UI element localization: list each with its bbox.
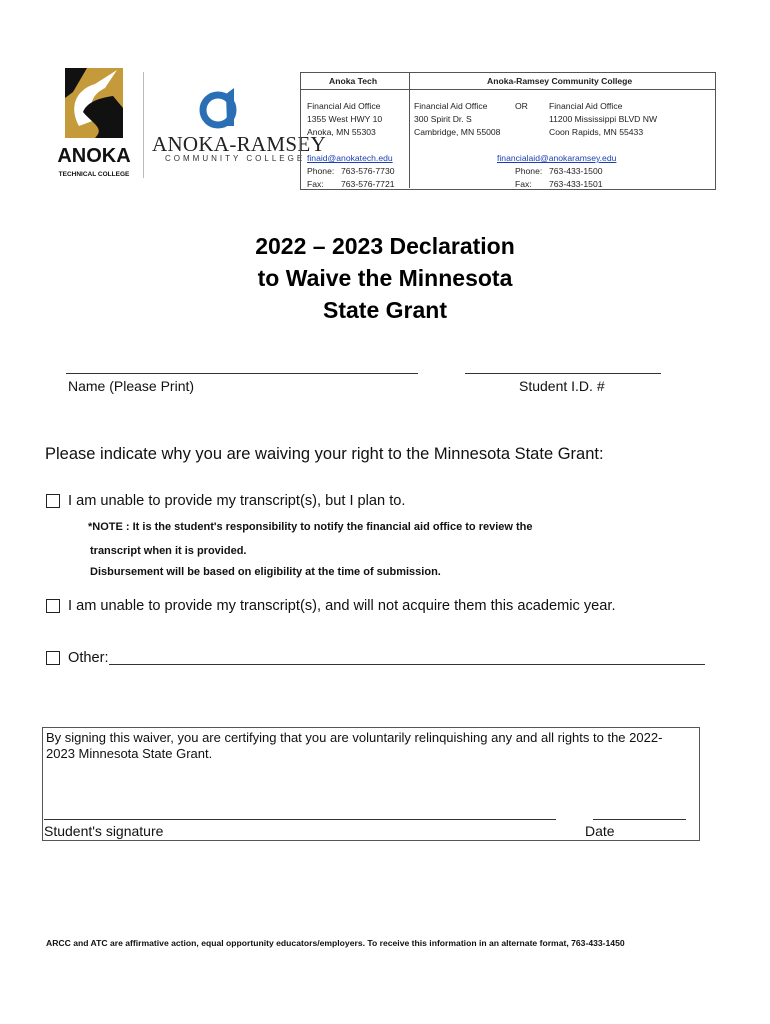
- logo-divider: [143, 72, 144, 178]
- arcc-office-coon-rapids: Financial Aid Office: [549, 101, 623, 111]
- footer-notice: ARCC and ATC are affirmative action, equal opportunity educators/employers. To receive this information in an alternate format, 763-433-1450: [46, 938, 625, 948]
- option-will-not-acquire-label: I am unable to provide my transcript(s), and will not acquire them this academic year.: [68, 598, 616, 614]
- option-will-not-acquire-checkbox[interactable]: [46, 599, 60, 613]
- arcc-phone: 763-433-1500: [549, 166, 603, 176]
- arcc-fax: 763-433-1501: [549, 179, 603, 189]
- arcc-street-cambridge: 300 Spirit Dr. S: [414, 114, 472, 124]
- anoka-technical-college-logo: [57, 68, 131, 180]
- signature-label: Student's signature: [44, 823, 164, 839]
- student-id-input-line[interactable]: [465, 373, 661, 374]
- name-label: Name (Please Print): [68, 378, 195, 394]
- title-line-3: State Grant: [323, 297, 447, 323]
- option-plan-to-provide-checkbox[interactable]: [46, 494, 60, 508]
- arcc-phone-label: Phone:: [515, 166, 543, 176]
- tech-fax: 763-576-7721: [341, 179, 395, 189]
- tech-street: 1355 West HWY 10: [307, 114, 383, 124]
- arcc-street-coon-rapids: 11200 Mississippi BLVD NW: [549, 114, 658, 124]
- tech-phone-label: Phone:: [307, 166, 335, 176]
- anoka-logo-sub: TECHNICAL COLLEGE: [58, 171, 130, 178]
- student-id-label: Student I.D. #: [519, 378, 605, 394]
- title-line-2: to Waive the Minnesota: [257, 265, 513, 291]
- tech-phone: 763-576-7730: [341, 166, 395, 176]
- title-line-1: 2022 – 2023 Declaration: [255, 233, 515, 259]
- contact-column-divider: [409, 73, 410, 188]
- arcc-header: Anoka-Ramsey Community College: [487, 76, 633, 86]
- document-title: [0, 230, 770, 326]
- note-line-1: *NOTE : It is the student's responsibility to notify the financial aid office to review the: [88, 521, 533, 533]
- anoka-ramsey-logo-name: ANOKA-RAMSEY: [152, 132, 326, 156]
- note-line-2: transcript when it is provided.: [90, 545, 247, 557]
- option-other-checkbox[interactable]: [46, 651, 60, 665]
- option-plan-to-provide-label: I am unable to provide my transcript(s), but I plan to.: [68, 493, 406, 509]
- note-line-3: Disbursement will be based on eligibility at the time of submission.: [90, 566, 441, 578]
- anoka-ramsey-logo-mark: [196, 86, 240, 130]
- tech-header: Anoka Tech: [329, 76, 378, 86]
- signature-certification-text: By signing this waiver, you are certifying that you are voluntarily relinquishing any and all rights to the 2022-2023 Minnesota State Grant.: [46, 730, 663, 761]
- name-input-line[interactable]: [66, 373, 418, 374]
- tech-fax-label: Fax:: [307, 179, 324, 189]
- arcc-or: OR: [515, 101, 528, 111]
- option-other-label: Other:: [68, 650, 109, 666]
- arcc-office-cambridge: Financial Aid Office: [414, 101, 488, 111]
- other-reason-input-line[interactable]: [109, 664, 705, 665]
- tech-office: Financial Aid Office: [307, 101, 381, 111]
- date-label: Date: [585, 823, 615, 839]
- waiver-reason-prompt: Please indicate why you are waiving your right to the Minnesota State Grant:: [45, 445, 604, 463]
- tech-email-link[interactable]: finaid@anokatech.edu: [307, 153, 393, 163]
- arcc-fax-label: Fax:: [515, 179, 532, 189]
- contact-table: [300, 72, 716, 190]
- tech-city: Anoka, MN 55303: [307, 127, 376, 137]
- arcc-email-link[interactable]: financialaid@anokaramsey.edu: [497, 153, 617, 163]
- date-input-line[interactable]: [593, 819, 686, 820]
- arcc-city-cambridge: Cambridge, MN 55008: [414, 127, 501, 137]
- anoka-ramsey-logo-sub: COMMUNITY COLLEGE: [165, 154, 306, 163]
- signature-input-line[interactable]: [44, 819, 556, 820]
- anoka-logo-word: ANOKA: [57, 145, 131, 167]
- arcc-city-coon-rapids: Coon Rapids, MN 55433: [549, 127, 644, 137]
